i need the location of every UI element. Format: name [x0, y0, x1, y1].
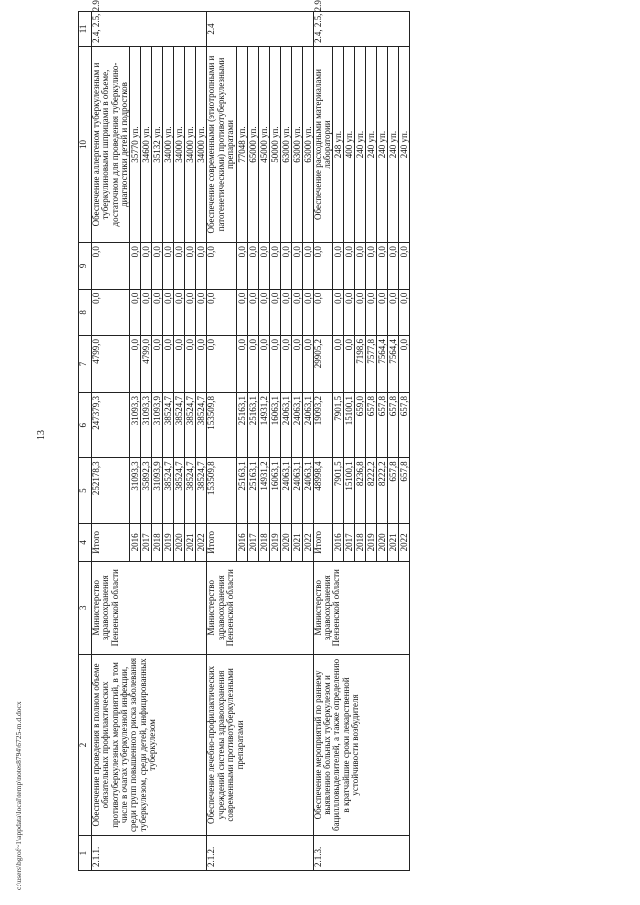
amount-cell: 8222,2 [377, 458, 388, 523]
amount-cell: 0,0 [163, 289, 174, 335]
amount-cell: 0,0 [185, 336, 196, 393]
year-cell: 2019 [163, 523, 174, 561]
amount-cell: 657,8 [366, 393, 377, 458]
amount-cell: 0,0 [141, 289, 152, 335]
amount-cell: 31093,3 [130, 458, 141, 523]
indicator-value: 63000 уп. [291, 46, 302, 242]
amount-cell: 24063,1 [302, 458, 313, 523]
amount-cell: 0,0 [280, 336, 291, 393]
amount-cell: 0,0 [247, 243, 258, 289]
indicator-value: 65000 уп. [247, 46, 258, 242]
year-cell: 2022 [399, 523, 410, 561]
amount-cell: 24063,1 [302, 393, 313, 458]
year-cell: 2019 [269, 523, 280, 561]
amount-cell: 31093,3 [141, 393, 152, 458]
amount-cell: 0,0 [333, 289, 344, 335]
amount-cell: 16063,1 [269, 458, 280, 523]
amount-cell: 14931,2 [258, 393, 269, 458]
amount-cell: 25163,1 [247, 458, 258, 523]
amount-cell: 0,0 [174, 336, 185, 393]
amount-cell: 0,0 [174, 289, 185, 335]
amount-cell: 0,0 [196, 336, 207, 393]
year-cell: 2018 [355, 523, 366, 561]
year-cell: 2016 [130, 523, 141, 561]
amount-cell: 0,0 [291, 336, 302, 393]
year-cell: 2016 [333, 523, 344, 561]
amount-cell: 38524,7 [196, 393, 207, 458]
measure-total-row [92, 12, 130, 871]
amount-cell: 0,0 [269, 336, 280, 393]
page-number: 13 [36, 430, 47, 440]
amount-cell: 0,0 [236, 243, 247, 289]
total-amount: 4799,0 [92, 336, 130, 393]
total-amount: 0,0 [92, 243, 130, 289]
amount-cell: 38524,7 [196, 458, 207, 523]
amount-cell: 0,0 [302, 243, 313, 289]
amount-cell: 7901,5 [333, 393, 344, 458]
amount-cell: 0,0 [399, 289, 410, 335]
year-cell: 2018 [152, 523, 163, 561]
header-row [79, 12, 92, 871]
amount-cell: 7564,4 [388, 336, 399, 393]
amount-cell: 0,0 [377, 289, 388, 335]
amount-cell: 0,0 [291, 289, 302, 335]
amount-cell: 0,0 [247, 289, 258, 335]
indicator-value: 34000 уп. [196, 46, 207, 242]
amount-cell: 7577,8 [366, 336, 377, 393]
indicator-value: 400 уп. [344, 46, 355, 242]
amount-cell: 657,8 [399, 458, 410, 523]
total-label: Итого [207, 523, 236, 561]
amount-cell: 38524,7 [163, 393, 174, 458]
amount-cell: 24063,1 [280, 458, 291, 523]
amount-cell: 0,0 [377, 243, 388, 289]
amount-cell: 0,0 [302, 336, 313, 393]
indicator-value: 50000 уп. [269, 46, 280, 242]
indicator-value: 240 уп. [377, 46, 388, 242]
amount-cell: 0,0 [196, 289, 207, 335]
measure-name: Обеспечение мероприятий по раннему выявлению больных туберкулезом и бациллловыделителей, а также определению в кратчайшие сроки лекарственной устойчивости возбудителя [313, 654, 410, 836]
amount-cell: 657,8 [377, 393, 388, 458]
amount-cell: 0,0 [163, 336, 174, 393]
amount-cell: 8222,2 [366, 458, 377, 523]
year-cell: 2017 [141, 523, 152, 561]
column-number-cell: 3 [79, 561, 92, 654]
amount-cell: 0,0 [280, 289, 291, 335]
indicator-value: 240 уп. [366, 46, 377, 242]
indicator-reference: 2.4 [207, 12, 313, 47]
amount-cell: 657,8 [388, 393, 399, 458]
indicator-value: 77048 уп. [236, 46, 247, 242]
amount-cell: 16063,1 [269, 393, 280, 458]
total-amount: 48998,4 [313, 458, 333, 523]
indicator-value: 248 уп. [333, 46, 344, 242]
total-amount: 0,0 [92, 289, 130, 335]
indicator-value: 63000 уп. [302, 46, 313, 242]
amount-cell: 657,8 [388, 458, 399, 523]
amount-cell: 0,0 [388, 289, 399, 335]
amount-cell: 25163,1 [236, 393, 247, 458]
amount-cell: 0,0 [258, 289, 269, 335]
amount-cell: 0,0 [344, 336, 355, 393]
year-cell: 2020 [174, 523, 185, 561]
indicator-reference: 2.4, 2.5, 2.9 [313, 12, 410, 47]
amount-cell: 0,0 [152, 336, 163, 393]
year-cell: 2017 [344, 523, 355, 561]
amount-cell: 0,0 [366, 243, 377, 289]
indicator-description: Обеспечение аллергеном туберкулезным и туберкулиновыми шприцами в объеме, достаточном для проведения туберкулино-диагностики детей и подростков [92, 46, 130, 242]
indicator-value: 34000 уп. [163, 46, 174, 242]
amount-cell: 0,0 [130, 289, 141, 335]
year-cell: 2022 [302, 523, 313, 561]
indicator-value: 63000 уп. [280, 46, 291, 242]
amount-cell: 0,0 [258, 243, 269, 289]
amount-cell: 4799,0 [141, 336, 152, 393]
year-cell: 2017 [247, 523, 258, 561]
measure-total-row [313, 12, 333, 871]
column-number-cell: 5 [79, 458, 92, 523]
indicator-value: 34000 уп. [174, 46, 185, 242]
amount-cell: 0,0 [185, 289, 196, 335]
year-cell: 2021 [185, 523, 196, 561]
indicator-value: 34600 уп. [141, 46, 152, 242]
table-body [78, 0, 410, 871]
amount-cell: 25163,1 [247, 393, 258, 458]
amount-cell: 0,0 [399, 336, 410, 393]
amount-cell: 0,0 [269, 243, 280, 289]
total-label: Итого [92, 523, 130, 561]
amount-cell: 24063,1 [291, 458, 302, 523]
column-number-cell: 10 [79, 46, 92, 242]
total-amount: 19093,2 [313, 393, 333, 458]
measure-executor: Министерство здравоохранения Пензенской области [207, 561, 313, 654]
amount-cell: 38524,7 [185, 393, 196, 458]
column-number-cell: 7 [79, 336, 92, 393]
indicator-value: 240 уп. [388, 46, 399, 242]
column-number-cell: 1 [79, 836, 92, 871]
amount-cell: 31093,3 [130, 393, 141, 458]
indicator-value: 35770 уп. [130, 46, 141, 242]
amount-cell: 0,0 [388, 243, 399, 289]
indicator-value: 34000 уп. [185, 46, 196, 242]
measure-number: 2.1.1. [92, 836, 207, 871]
amount-cell: 0,0 [152, 289, 163, 335]
rotated-table-page [78, 0, 585, 871]
amount-cell: 31093,9 [152, 458, 163, 523]
total-amount: 247379,3 [92, 393, 130, 458]
indicator-description: Обеспечение расходными материалами лаборатории [313, 46, 333, 242]
amount-cell: 0,0 [302, 289, 313, 335]
column-number-cell: 11 [79, 12, 92, 47]
measure-name: Обеспечение проведения в полном объеме обязательных профилактических противотуберкулезных мероприятий, в том числе в очагах туберкулезной инфекции, среди групп повышенного риска заболевания туберкулезом, среди детей, инфицированных туберкулезом [92, 654, 207, 836]
amount-cell: 0,0 [174, 243, 185, 289]
amount-cell: 8236,8 [355, 458, 366, 523]
measure-total-row [207, 12, 236, 871]
indicator-value: 240 уп. [399, 46, 410, 242]
total-amount: 29905,2 [313, 336, 333, 393]
column-number-cell: 9 [79, 243, 92, 289]
amount-cell: 0,0 [141, 243, 152, 289]
amount-cell: 0,0 [130, 243, 141, 289]
year-cell: 2020 [377, 523, 388, 561]
column-number-cell: 2 [79, 654, 92, 836]
amount-cell: 0,0 [366, 289, 377, 335]
amount-cell: 7564,4 [377, 336, 388, 393]
measure-name: Обеспечение лечебно-профилактических учреждений системы здравоохранения современными противотуберкулезными препаратами [207, 654, 313, 836]
measure-number: 2.1.3. [313, 836, 410, 871]
amount-cell: 0,0 [355, 243, 366, 289]
year-cell: 2021 [291, 523, 302, 561]
amount-cell: 15100,1 [344, 458, 355, 523]
amount-cell: 0,0 [333, 336, 344, 393]
column-number-cell: 4 [79, 523, 92, 561]
total-amount: 153509,8 [207, 458, 236, 523]
program-measures-table [78, 0, 410, 871]
amount-cell: 38524,7 [185, 458, 196, 523]
amount-cell: 35892,3 [141, 458, 152, 523]
amount-cell: 659,0 [355, 393, 366, 458]
amount-cell: 0,0 [280, 243, 291, 289]
amount-cell: 0,0 [344, 289, 355, 335]
amount-cell: 24063,1 [280, 393, 291, 458]
total-amount: 252178,3 [92, 458, 130, 523]
column-number-cell: 8 [79, 289, 92, 335]
total-amount: 0,0 [313, 289, 333, 335]
total-label: Итого [313, 523, 333, 561]
amount-cell: 38524,7 [174, 393, 185, 458]
amount-cell: 0,0 [258, 336, 269, 393]
amount-cell: 7198,6 [355, 336, 366, 393]
footer-file-path: c:\users\bgrof~1\appdata\local\temp\notes8794\6725-m.d.docx [14, 701, 23, 890]
amount-cell: 0,0 [130, 336, 141, 393]
indicator-description: Обеспечение современными (этиотропными и патогенетическими) противотуберкулезными препаратами [207, 46, 236, 242]
total-amount: 0,0 [207, 243, 236, 289]
amount-cell: 14931,2 [258, 458, 269, 523]
amount-cell: 0,0 [236, 289, 247, 335]
indicator-value: 240 уп. [355, 46, 366, 242]
total-amount: 153509,8 [207, 393, 236, 458]
amount-cell: 0,0 [247, 336, 258, 393]
amount-cell: 15100,1 [344, 393, 355, 458]
total-amount: 0,0 [313, 243, 333, 289]
indicator-value: 35132 уп. [152, 46, 163, 242]
amount-cell: 0,0 [152, 243, 163, 289]
year-cell: 2016 [236, 523, 247, 561]
amount-cell: 0,0 [163, 243, 174, 289]
amount-cell: 0,0 [269, 289, 280, 335]
indicator-value: 45000 уп. [258, 46, 269, 242]
amount-cell: 25163,1 [236, 458, 247, 523]
amount-cell: 38524,7 [163, 458, 174, 523]
year-cell: 2022 [196, 523, 207, 561]
amount-cell: 7901,5 [333, 458, 344, 523]
year-cell: 2021 [388, 523, 399, 561]
column-number-cell: 6 [79, 393, 92, 458]
indicator-reference: 2.4, 2.5, 2.9 [92, 12, 207, 47]
total-amount: 0,0 [207, 336, 236, 393]
year-cell: 2018 [258, 523, 269, 561]
amount-cell: 31093,9 [152, 393, 163, 458]
year-cell: 2019 [366, 523, 377, 561]
measure-number: 2.1.2. [207, 836, 313, 871]
amount-cell: 0,0 [291, 243, 302, 289]
amount-cell: 0,0 [355, 289, 366, 335]
measure-executor: Министерство здравоохранения Пензенской области [313, 561, 410, 654]
total-amount: 0,0 [207, 289, 236, 335]
amount-cell: 0,0 [185, 243, 196, 289]
amount-cell: 0,0 [236, 336, 247, 393]
year-cell: 2020 [280, 523, 291, 561]
amount-cell: 0,0 [196, 243, 207, 289]
amount-cell: 24063,1 [291, 393, 302, 458]
amount-cell: 0,0 [344, 243, 355, 289]
amount-cell: 0,0 [333, 243, 344, 289]
amount-cell: 38524,7 [174, 458, 185, 523]
measure-executor: Министерство здравоохранения Пензенской области [92, 561, 207, 654]
amount-cell: 657,8 [399, 393, 410, 458]
amount-cell: 0,0 [399, 243, 410, 289]
